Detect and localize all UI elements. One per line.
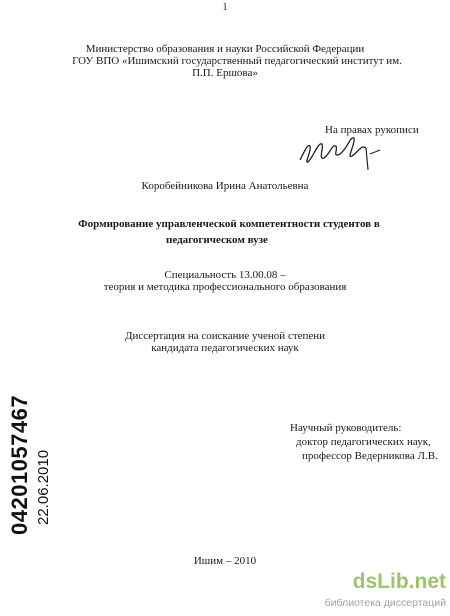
- page-number: 1: [222, 2, 228, 13]
- institute-line-1: ГОУ ВПО «Ишимский государственный педагогический институт им.: [72, 55, 402, 67]
- signature: [296, 130, 386, 172]
- author-name: Коробейникова Ирина Анатольевна: [141, 180, 309, 192]
- library-stamp: [7, 375, 61, 535]
- watermark-tagline: библиотека диссертаций: [324, 597, 446, 609]
- institute-line-2: П.П. Ершова»: [192, 67, 258, 79]
- advisor-line-2: доктор педагогических наук,: [296, 436, 431, 448]
- dissertation-line-1: Диссертация на соискание ученой степени: [124, 330, 326, 342]
- dissertation-line-2: кандидата педагогических наук: [151, 342, 299, 354]
- title-line-2: педагогическом вузе: [166, 234, 268, 246]
- stamp-date: 22.06.2010: [35, 449, 52, 525]
- ministry-line: Министерство образования и науки Российской Федерации: [85, 43, 365, 55]
- advisor-line-3: профессор Ведерникова Л.В.: [302, 450, 438, 462]
- specialty-line-2: теория и методика профессионального образования: [103, 281, 347, 293]
- advisor-line-1: Научный руководитель:: [290, 422, 402, 434]
- title-line-1: Формирование управленческой компетентности студентов в: [78, 218, 380, 230]
- place-year: Ишим – 2010: [193, 555, 257, 567]
- specialty-line-1: Специальность 13.00.08 –: [164, 269, 286, 281]
- stamp-number: 04201057467: [7, 394, 32, 535]
- manuscript-note: На правах рукописи: [325, 124, 419, 136]
- watermark-logo: dsLib.net: [352, 570, 446, 593]
- watermark: [320, 570, 448, 614]
